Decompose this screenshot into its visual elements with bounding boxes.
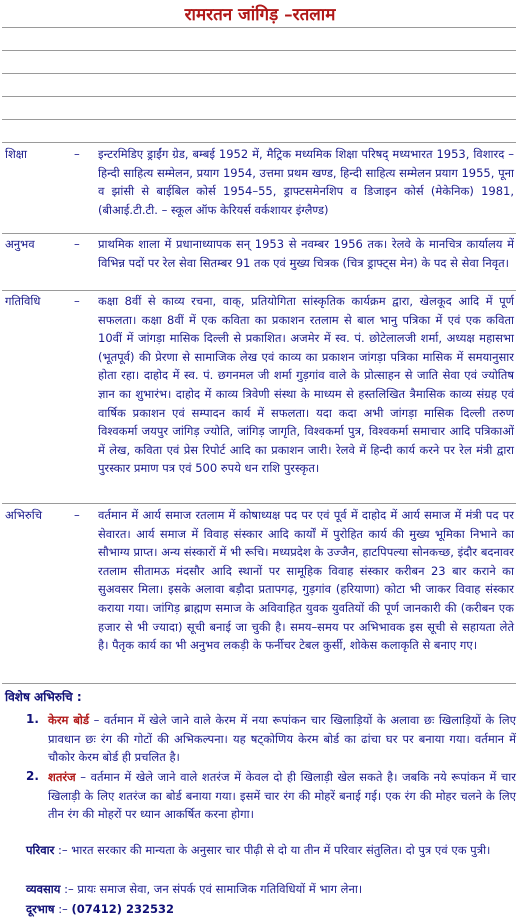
special-heading: विशेष अभिरुचि :: [5, 690, 82, 704]
item-text: – वर्तमान में खेले जाने वाले शतरंज में केवल दो ही खिलाड़ी खेल सकते है। जबकि नये रूपांकन में चार खिलाड़ी के लिए शतरंज का बोर्ड बनाया गया। इसमें चार रंग की मोहरें बनाई गई। एक रंग की मोहर चलने के लिए तीन रंग की मोहरों पर ध्यान आकर्षित करना होगा।: [48, 770, 516, 821]
family-text: भारत सरकार की मान्यता के अनुसार चार पीढ़ी से दो या तीन में परिवार संतुलित। दो पुत्र एवं एक पुत्री।: [71, 843, 491, 857]
divider: [2, 96, 516, 97]
item-number: 1.: [26, 712, 39, 726]
item-term: शतरंज: [48, 770, 76, 784]
family-sep: :–: [57, 843, 68, 857]
divider: [2, 683, 516, 684]
divider: [2, 233, 516, 234]
item-text: – वर्तमान में खेले जाने वाले केरम में नया रूपांकन चार खिलाड़ियों के अलावा छः खिलाड़ियों के लिए प्रावधान छः रंग की गोटों की अभिकल्पना। यह षट्कोणिय केरम बोर्ड का ढांचा घर पर बनाया गया। वर्तमान में चौकोर केरम बोर्ड ही प्रचलित है।: [48, 713, 516, 764]
divider: [2, 142, 516, 143]
section-label: अभिरुचि: [5, 508, 43, 522]
section-text: इन्टरमिडिए ड्राईंग ग्रेड, बम्बई 1952 में, मैट्रिक मध्यमिक शिक्षा परिषद् मध्यभारत 1953, विशारद – हिन्दी साहित्य सम्मेलन, प्रयाग 1954, उत्तमा प्रथम खण्ड, हिन्दी साहित्य सम्मेलन प्रयाग 1955, पूना व झांसी से बाईबिल कोर्स 1954–55, ड्राफ्टसमेनशिप व डिजाइन कोर्स (मेकेनिक) 1981, (बीआई.टी.टी. – स्कूल ऑफ केरियर्स वर्कशायर इंग्लैण्ड): [98, 147, 514, 217]
section-label: शिक्षा: [5, 147, 28, 161]
section-dash: –: [74, 294, 80, 308]
phone-line: [26, 900, 516, 919]
section-text: कक्षा 8वीं से काव्य रचना, वाक्, प्रतियोगिता सांस्कृतिक कार्यक्रम द्वारा, खेलकूद आदि में पूर्ण सफलता। कक्षा 8वीं में एक कविता का प्रकाशन रतलाम से बाल भानु पत्रिका में एवं एक कविता 10वीं में जांगड़ा मासिक दिल्ली से प्रकाशित। अजमेर में स्व. पं. छोटेलालजी शर्मा, अध्यक्ष महासभा (भूतपूर्व) की प्रेरणा से सामाजिक लेख एवं काव्य का प्रकाशन जांगड़ा पत्रिका मासिक में समयानुसार होता रहा। दाहोद में स्व. पं. छगनमल जी शर्मा गुड़गांव वाले के प्रोत्साहन से जाति सेवा एवं ज्योतिष ज्ञान का शुभारंभ। दाहोद में काव्य त्रिवेणी संस्था के माध्यम से हस्तलिखित त्रैमासिक काव्य संग्रह एवं वार्षिक प्रकाशन एवं सम्पादन कार्य में सफलता। यदा कदा अभी जांगड़ा मासिक दिल्ली तरुण विश्वकर्मा जयपुर जांगिड़ ज्योति, जांगिड़ जागृति, विश्वकर्मा पुत्र, विश्वकर्मा समाचार आदि पत्रिकाओं में लेख, कविता एवं प्रेस रिपोर्ट आदि का प्रकाशन जारी। रेलवे में हिन्दी कार्य करने पर रेल मंत्री द्वारा पुरस्कार प्रमाण पत्र एवं 500 रुपये धन राशि पुरस्कृत।: [98, 294, 514, 476]
occupation-text: प्रायः समाज सेवा, जन संपर्क एवं सामाजिक गतिविधियों में भाग लेना।: [77, 882, 363, 896]
page-title: रामरतन जांगिड़ –रतलाम: [184, 5, 336, 25]
occupation-line: [26, 880, 516, 899]
divider: [2, 50, 516, 51]
section-dash: –: [74, 147, 80, 161]
special-item-chess: [48, 768, 516, 824]
phone-label: दूरभाष: [26, 902, 55, 916]
divider: [2, 119, 516, 120]
section-label: गतिविधि: [5, 294, 41, 308]
family-line: [26, 841, 516, 860]
section-text: वर्तमान में आर्य समाज रतलाम में कोषाध्यक्ष पद पर एवं पूर्व में दाहोद में आर्य समाज में मंत्री पद पर सेवारत। आर्य समाज में विवाह संस्कार आदि कार्यों में पुरोहित कार्य की मुख्य भूमिका निभाने का सौभाग्य प्राप्त। अन्य संस्कारों में भी रूचि। मध्यप्रदेश के उज्जैन, हाटपिपल्या सोनकच्छ, इंदौर बदनावर रतलाम सीतामऊ मंदसौर आदि स्थानों पर सामूहिक विवाह संस्कार करीबन 23 बार कराने का सुअवसर मिला। इसके अलावा बड़ौदा प्रतापगढ़, गुड़गांव (हरियाणा) कोटा भी जाकर विवाह संस्कार कराया गया। जांगिड़ ब्राह्मण समाज के अविवाहित युवक युवतियों की पूर्ण जानकारी की (करीबन एक हजार से भी ज्यादा) सूची बनाई जा चुकी है। समय–समय पर अभिभावक इस सूची से सहायता लेते है। पैतृक कार्य का भी अनुभव लकड़ी के फर्नीचर टेबल कुर्सी, शोकेस कलाकृति से बनाए गए।: [98, 508, 515, 653]
divider: [2, 503, 516, 504]
item-term: केरम बोर्ड: [48, 713, 90, 727]
divider: [2, 290, 516, 291]
phone-number: (07412) 232532: [71, 902, 175, 916]
section-dash: –: [74, 237, 80, 251]
section-dash: –: [74, 508, 80, 522]
occupation-label: व्यवसाय: [26, 882, 61, 896]
phone-sep: :–: [58, 902, 68, 916]
divider: [2, 73, 516, 74]
section-text: प्राथमिक शाला में प्रधानाध्यापक सन् 1953 से नवम्बर 1956 तक। रेलवे के मानचित्र कार्यालय में विभिन्न पदों पर रेल सेवा सितम्बर 91 तक एवं मुख्य चित्रक (चित्र ड्राफ्ट्स मेन) के पद से सेवा निवृत।: [98, 237, 514, 270]
section-label: अनुभव: [5, 237, 35, 251]
item-number: 2.: [26, 769, 39, 783]
family-label: परिवार: [26, 843, 55, 857]
special-item-carrom: [48, 711, 516, 767]
occupation-sep: :–: [64, 882, 74, 896]
divider: [2, 27, 516, 28]
